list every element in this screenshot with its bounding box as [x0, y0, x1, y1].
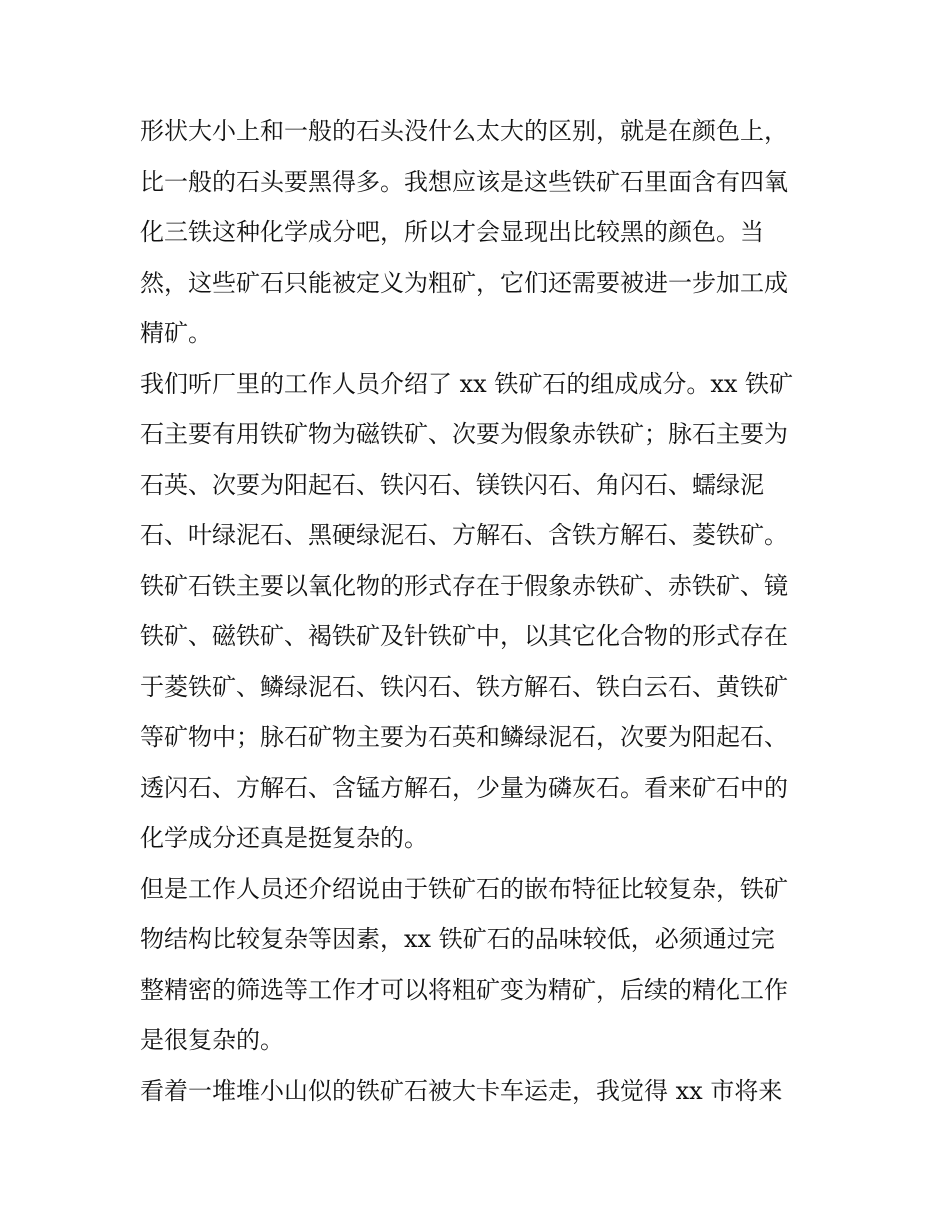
- text-line: 石、叶绿泥石、黑硬绿泥石、方解石、含铁方解石、菱铁矿。: [140, 521, 788, 549]
- text-line: 等矿物中；脉石矿物主要为石英和鳞绿泥石，次要为阳起石、: [140, 723, 788, 751]
- text-line: 看着一堆堆小山似的铁矿石被大卡车运走，我觉得 xx 市将来: [140, 1076, 783, 1105]
- text-line: 化三铁这种化学成分吧，所以才会显现出比较黑的颜色。当: [140, 218, 764, 246]
- paragraph-3: [140, 864, 820, 1066]
- text-line: 是很复杂的。: [140, 1026, 284, 1054]
- text-line: 铁矿石铁主要以氧化物的形式存在于假象赤铁矿、赤铁矿、镜: [140, 571, 788, 600]
- text-line: 于菱铁矿、鳞绿泥石、铁闪石、铁方解石、铁白云石、黄铁矿: [140, 672, 788, 701]
- text-line: 石英、次要为阳起石、铁闪石、镁铁闪石、角闪石、蠕绿泥: [140, 470, 764, 499]
- text-line: 透闪石、方解石、含锰方解石，少量为磷灰石。看来矿石中的: [140, 773, 788, 802]
- paragraph-2: [140, 359, 820, 864]
- text-line: 化学成分还真是挺复杂的。: [140, 824, 428, 852]
- text-line: 但是工作人员还介绍说由于铁矿石的嵌布特征比较复杂，铁矿: [140, 874, 788, 903]
- paragraph-4: [140, 1066, 820, 1117]
- text-line: 铁矿、磁铁矿、褐铁矿及针铁矿中，以其它化合物的形式存在: [140, 622, 788, 650]
- text-line: 石主要有用铁矿物为磁铁矿、次要为假象赤铁矿；脉石主要为: [140, 420, 788, 448]
- text-line: 物结构比较复杂等因素，xx 铁矿石的品味较低，必须通过完: [140, 925, 775, 953]
- paragraph-1: [140, 106, 820, 359]
- text-line: 形状大小上和一般的石头没什么太大的区别，就是在颜色上，: [140, 117, 788, 145]
- text-line: 我们听厂里的工作人员介绍了 xx 铁矿石的组成成分。xx 铁矿: [140, 369, 794, 398]
- text-line: 然，这些矿石只能被定义为粗矿，它们还需要被进一步加工成: [140, 268, 788, 297]
- text-line: 整精密的筛选等工作才可以将粗矿变为精矿，后续的精化工作: [140, 975, 788, 1004]
- body-text: [140, 106, 820, 1116]
- text-line: 比一般的石头要黑得多。我想应该是这些铁矿石里面含有四氧: [140, 167, 788, 196]
- text-line: 精矿。: [140, 319, 212, 347]
